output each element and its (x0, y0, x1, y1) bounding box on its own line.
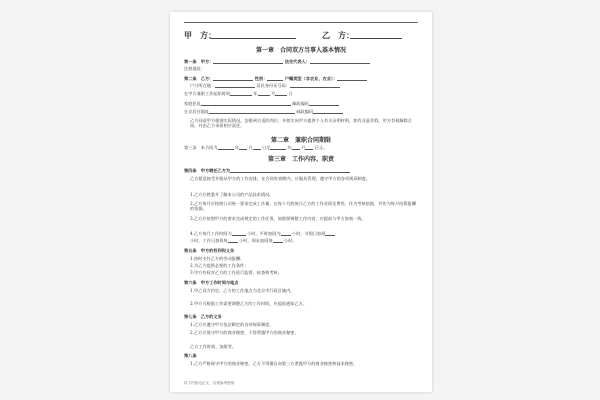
clause-3-line: 第三条 本合同为 年 月 日至 年 月 日止。 (184, 145, 328, 150)
beijing-address-line: 在京居住地址 邮政编码 (184, 109, 420, 114)
clause-4-line: 第四条 甲方聘任乙方为 (184, 168, 420, 173)
party-a-blank (210, 38, 296, 39)
address-line: 注册地址： (184, 66, 205, 71)
clause-6-line: 第六条 甲方工作时间与地点 (184, 280, 239, 285)
obligation-1: 1.乙方应遵守甲方依法制定的各项规章制度。 (190, 322, 274, 327)
hukou-line: 户口所在地： 居民身份证号码： (190, 83, 420, 88)
obligation-3: 乙方工作时间、加班等。 (190, 344, 237, 349)
secret-1: 1.乙方严格保守甲方的商业秘密，乙方不得擅自向第三方泄露甲方的商业秘密和技术秘密。 (190, 361, 358, 366)
clause-2-line: 第二条 乙方： 性别： 户籍类型（非农业、农业）： (184, 76, 420, 81)
right-1: 1.按时支付乙方的劳动报酬； (190, 256, 245, 261)
clause-8-line: 第八条 (184, 353, 197, 358)
start-date-line: 在甲方兼职工作起始时间 年 月 日 (184, 91, 293, 96)
party-b-label: 乙 方： (322, 30, 354, 40)
chapter-3-title: 第三章 工作内容、职责 (267, 156, 334, 163)
top-rule (184, 22, 418, 23)
clause-1-line: 第一条 甲方： 法定代表人： (184, 59, 420, 64)
party-b-blank (350, 38, 402, 39)
chapter-2-title: 第二章 兼职合同期限 (270, 137, 331, 144)
place-1: 1.甲乙双方约定，乙方的工作地点为北京市行政区域内。 (190, 288, 295, 293)
obligation-2: 2.乙方应保守甲方的商业秘密，不得泄露甲方的商业秘密。 (190, 330, 299, 335)
chapter-1-title: 第一章 合同双方当事人基本情况 (255, 47, 346, 54)
clause-5-line: 第五条 甲方的权利和义务 (184, 248, 235, 253)
home-address-line: 家庭住址 邮政编码 (184, 101, 420, 106)
right-2: 2.为乙方提供必要的工作条件； (190, 263, 249, 268)
clause-7-line: 第七条 乙方的义务 (184, 314, 222, 319)
duty-4: 4.乙方每月工作时间为 小时，平时加班为 小时，节假日加班 (190, 231, 420, 236)
duty-4-cont: 小时，工作日加班每 小时，周末加班每 小时。 (190, 238, 297, 243)
consent-paragraph: 乙方同意甲方根据实际情况，安排到合适的岗位，并如实向甲方提供个人有关证明材料，如有弄虚作假，甲方有权解除合同，并由乙方承担相应责任。 (190, 118, 412, 128)
duty-1: 1.乙方应熟悉并了解本公司的产品技术情况。 (190, 192, 274, 197)
party-a-label: 甲 方： (184, 30, 216, 40)
document-page (170, 12, 432, 392)
right-3: 3.甲方有权对乙方的工作进行监督、检查和考核。 (190, 270, 282, 275)
duty-2: 2.乙方每月应按照公司统一要求完成工作量，在每个月底统计乙方的工作业绩及费用，作为考核依据，并作为每月结算报酬的依据。 (190, 201, 416, 211)
obey-paragraph: 乙方愿意接受并服从甲方的工作安排，在合同有效期内，应服从管理，遵守甲方的各项规章制度。 (190, 176, 371, 181)
duty-3: 3.乙方应按照甲方的要求完成规定的工作任务，如需要调整工作内容，应提前与甲方协商一致。 (190, 216, 366, 221)
footer-note: 以下内容无正文，仅供参考使用 (184, 381, 235, 385)
place-2: 2.甲方可根据工作需要调整乙方的工作时间，应提前通知乙方。 (190, 301, 308, 306)
